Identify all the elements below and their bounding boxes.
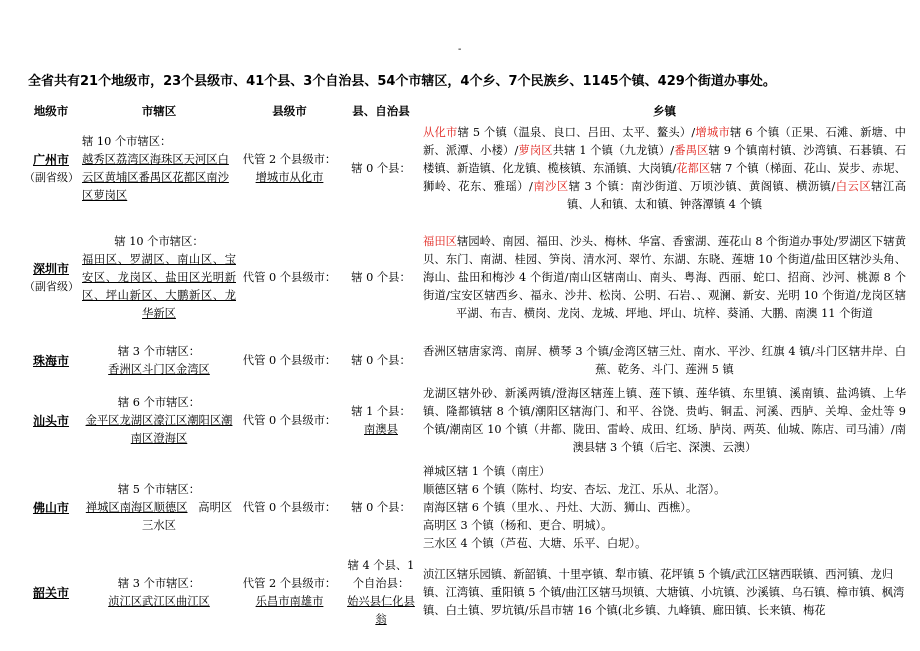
- town-line: 禅城区辖 1 个镇（南庄）: [423, 465, 551, 478]
- city-name[interactable]: 韶关市: [32, 586, 69, 600]
- district-intro: 辖 10 个市辖区：: [114, 235, 204, 248]
- town-cell: [421, 216, 908, 340]
- town-line: 南海区辖 6 个镇（里水、、丹灶、大沥、狮山、西樵）。: [423, 501, 698, 514]
- table-header-row: [22, 100, 908, 122]
- district-intro: 辖 10 个市辖区：: [82, 135, 172, 148]
- district-list[interactable]: 香洲区斗门区金湾区: [108, 363, 210, 376]
- summary-text: 全省共有21个地级市，23个县级市、41个县、3个自治县、54个市辖区，4个乡、7个民族乡、1145个镇、429个街道办事处。: [28, 74, 776, 89]
- county-cell: 辖 0 个县：: [351, 501, 411, 514]
- district-intro: 辖 5 个市辖区：: [117, 483, 201, 496]
- district-list[interactable]: 禅城区南海区顺德区: [85, 501, 188, 514]
- county-list[interactable]: 始兴县仁化县翁: [347, 595, 415, 626]
- city-cell: [22, 460, 80, 556]
- town-area-name: 萝岗区: [518, 144, 553, 157]
- district-intro: 辖 3 个市辖区：: [117, 577, 201, 590]
- county-city-list[interactable]: 增城市从化市: [255, 171, 324, 184]
- city-cell: [22, 122, 80, 216]
- district-list[interactable]: 金平区龙湖区濠江区潮阳区潮南区澄海区: [85, 414, 233, 445]
- county-cell: [341, 382, 421, 460]
- header-town: 乡镇: [653, 104, 676, 118]
- city-cell: [22, 556, 80, 630]
- town-area-name: 番禺区: [674, 144, 709, 157]
- town-area-text: 辖 9 个镇南村镇、沙湾镇、石碁镇、石楼镇、新造镇、化龙镇、榄核镇、东涌镇、大岗镇/: [423, 144, 906, 175]
- city-cell: [22, 216, 80, 340]
- county-city-cell: 代管 0 个县级市：: [242, 501, 337, 514]
- header-city: 地级市: [33, 104, 69, 118]
- town-area-text: 辖园岭、南园、福田、沙头、梅林、华富、香蜜湖、莲花山 8 个街道办事处/罗湖区下辖黄贝、东门、南湖、桂园、笋岗、清水河、翠竹、东湖、东晓、莲塘 10 个街道/盐田区辖沙头角、海山、盐田和梅沙 4 个街道/南山区辖南山、南头、粤海、西丽、蛇口、招商、沙河、桃源 8 个街道/宝安区辖西乡、福永、沙井、松岗、公明、石岩、、观澜、新安、光明 10 个街道/龙岗区辖平湖、布吉、横岗、龙岗、龙城、坪地、坪山、坑梓、葵涌、大鹏、南澳 11 个街道: [423, 235, 906, 320]
- county-city-cell: [238, 122, 341, 216]
- county-intro: 辖 4 个县、1 个自治县：: [347, 559, 415, 590]
- county-city-list[interactable]: 乐昌市南雄市: [255, 595, 324, 608]
- district-list[interactable]: 福田区、罗湖区、南山区、宝安区、龙岗区、盐田区光明新区、坪山新区、大鹏新区、龙华新区: [82, 253, 236, 320]
- district-cell: [80, 460, 238, 556]
- town-cell: [421, 122, 908, 216]
- district-cell: [80, 556, 238, 630]
- city-name[interactable]: 深圳市: [32, 262, 69, 276]
- city-note: （副省级）: [24, 280, 79, 293]
- town-area-name: 从化市: [423, 126, 458, 139]
- town-cell: [421, 460, 908, 556]
- town-line: 三水区 4 个镇（芦苞、大塘、乐平、白坭）。: [423, 537, 647, 550]
- county-cell: [341, 556, 421, 630]
- header-county: 县、自治县: [352, 104, 410, 118]
- city-cell: [22, 382, 80, 460]
- district-cell: [80, 216, 238, 340]
- city-cell: [22, 340, 80, 382]
- county-city-intro: 代管 2 个县级市：: [242, 577, 337, 590]
- town-area-text: 辖 3 个镇：南沙街道、万顷沙镇、黄阁镇、横沥镇/: [568, 180, 836, 193]
- town-area-name: 南沙区: [532, 180, 569, 193]
- town-area-text: 辖 5 个镇（温泉、良口、吕田、太平、鳌头）/: [457, 126, 696, 139]
- table-row: [22, 122, 908, 216]
- county-cell: 辖 0 个县：: [351, 354, 411, 367]
- town-area-text: 辖 7 个镇（梯面、花山、炭步、赤坭、狮岭、花东、雅瑶）/: [423, 162, 906, 193]
- district-last: 三水区: [142, 519, 176, 532]
- town-area-name: 福田区: [423, 235, 458, 248]
- county-city-cell: 代管 0 个县级市：: [242, 414, 337, 427]
- town-cell: 浈江区辖乐园镇、新韶镇、十里亭镇、犁市镇、花坪镇 5 个镇/武江区辖西联镇、西河镇、龙归镇、江湾镇、重阳镇 5 个镇/曲江区辖马坝镇、大塘镇、小坑镇、沙溪镇、乌石镇、樟市镇、枫湾镇、白土镇、罗坑镇/乐昌市辖 16 个镇(北乡镇、九峰镇、廊田镇、长来镇、梅花: [423, 568, 905, 617]
- county-city-cell: [238, 556, 341, 630]
- town-line: 顺德区辖 6 个镇（陈村、均安、杏坛、龙江、乐从、北滘）。: [423, 483, 726, 496]
- city-name[interactable]: 佛山市: [32, 501, 69, 515]
- header-district: 市辖区: [141, 104, 177, 118]
- county-cell: 辖 0 个县：: [351, 162, 411, 175]
- table-row: [22, 216, 908, 340]
- town-cell: 香洲区辖唐家湾、南屏、横琴 3 个镇/金湾区辖三灶、南水、平沙、红旗 4 镇/斗门区辖井岸、白蕉、乾务、斗门、莲洲 5 镇: [423, 345, 906, 376]
- county-intro: 辖 1 个县：: [351, 405, 411, 418]
- city-note: （副省级）: [24, 171, 79, 184]
- town-cell: 龙湖区辖外砂、新溪两镇/澄海区辖莲上镇、莲下镇、莲华镇、东里镇、溪南镇、盐鸿镇、上华镇、隆都镇辖 8 个镇/潮阳区辖海门、和平、谷饶、贵屿、铜盂、河溪、西胪、关埠、金灶等 9 个镇/潮南区 10 个镇（井都、陇田、雷岭、成田、红场、胪岗、两英、仙城、陈店、司马浦）/南澳县辖 3 个镇（后宅、深澳、云澳）: [423, 387, 906, 454]
- district-cell: [80, 122, 238, 216]
- district-intro: 辖 6 个市辖区：: [117, 396, 201, 409]
- district-list[interactable]: 浈江区武江区曲江区: [108, 595, 210, 608]
- town-area-name: 增城市: [695, 126, 731, 139]
- county-list[interactable]: 南澳县: [364, 423, 398, 436]
- town-area-text: 共辖 1 个镇（九龙镇）/: [552, 144, 675, 157]
- city-name[interactable]: 珠海市: [32, 354, 69, 368]
- district-cell: [80, 340, 238, 382]
- town-line: 高明区 3 个镇（杨和、更合、明城）。: [423, 519, 613, 532]
- town-area-text: 辖江高镇、人和镇、太和镇、钟落潭镇 4 个镇: [566, 180, 906, 211]
- town-area-name: 白云区: [835, 180, 872, 193]
- table-row: [22, 382, 908, 460]
- district-cell: [80, 382, 238, 460]
- district-list[interactable]: 越秀区荔湾区海珠区天河区白云区黄埔区番禺区花都区南沙区萝岗区: [82, 153, 229, 202]
- county-cell: 辖 0 个县：: [351, 271, 411, 284]
- county-city-cell: 代管 0 个县级市：: [242, 354, 337, 367]
- town-area-text: 辖 6 个镇（正果、石滩、新塘、中新、派潭、小楼）/: [423, 126, 906, 157]
- city-name[interactable]: 汕头市: [32, 414, 69, 428]
- city-name[interactable]: 广州市: [32, 153, 69, 167]
- table-row: [22, 460, 908, 556]
- county-city-cell: 代管 0 个县级市：: [242, 271, 337, 284]
- admin-divisions-table: [22, 100, 908, 630]
- county-city-intro: 代管 2 个县级市：: [242, 153, 337, 166]
- table-row: [22, 556, 908, 630]
- table-row: [22, 340, 908, 382]
- district-extra: 高明区: [198, 501, 233, 514]
- town-area-name: 花都区: [676, 162, 711, 175]
- header-county-city: 县级市: [272, 104, 307, 118]
- district-intro: 辖 3 个市辖区：: [117, 345, 201, 358]
- page-mark: -: [458, 44, 462, 55]
